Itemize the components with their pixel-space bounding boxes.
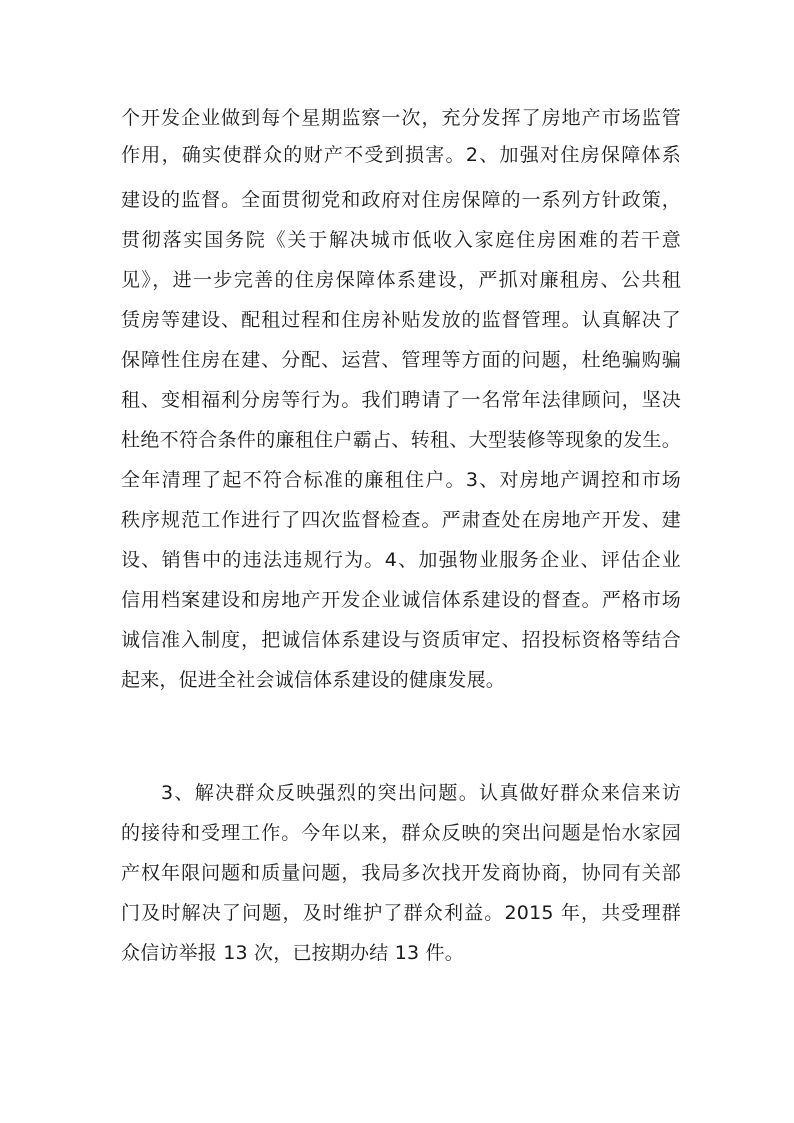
text-line: 杜绝不符合条件的廉租住户霸占、转租、大型装修等现象的发生。 [121,429,681,451]
text-line: 众信访举报 13 次，已按期办结 13 件。 [121,942,464,964]
text-line: 秩序规范工作进行了四次监督检查。严肃查处在房地产开发、建 [121,509,681,531]
text-line: 3、解决群众反映强烈的突出问题。认真做好群众来信来访 [161,782,681,804]
text-line: 建设的监督。全面贯彻党和政府对住房保障的一系列方针政策， [121,189,681,211]
text-line: 赁房等建设、配租过程和住房补贴发放的监督管理。认真解决了 [121,309,681,331]
text-line: 见》，进一步完善的住房保障体系建设，严抓对廉租房、公共租 [121,269,681,291]
text-line: 作用，确实使群众的财产不受到损害。2、加强对住房保障体系 [121,144,681,166]
text-line: 全年清理了起不符合标准的廉租住户。3、对房地产调控和市场 [121,469,681,491]
text-line: 产权年限问题和质量问题，我局多次找开发商协商，协同有关部 [121,862,681,884]
text-line: 的接待和受理工作。今年以来，群众反映的突出问题是怡水家园 [121,822,681,844]
text-line: 贯彻落实国务院《关于解决城市低收入家庭住房困难的若干意 [121,229,681,251]
text-line: 信用档案建设和房地产开发企业诚信体系建设的督查。严格市场 [121,589,681,611]
text-line: 个开发企业做到每个星期监察一次，充分发挥了房地产市场监管 [121,107,681,129]
text-line: 门及时解决了问题，及时维护了群众利益。2015 年，共受理群 [121,902,681,924]
text-line: 诚信准入制度，把诚信体系建设与资质审定、招投标资格等结合 [121,629,681,651]
text-line: 起来，促进全社会诚信体系建设的健康发展。 [121,669,506,691]
text-line: 租、变相福利分房等行为。我们聘请了一名常年法律顾问，坚决 [121,389,681,411]
text-line: 设、销售中的违法违规行为。4、加强物业服务企业、评估企业 [121,549,681,571]
text-line: 保障性住房在建、分配、运营、管理等方面的问题，杜绝骗购骗 [121,349,681,371]
